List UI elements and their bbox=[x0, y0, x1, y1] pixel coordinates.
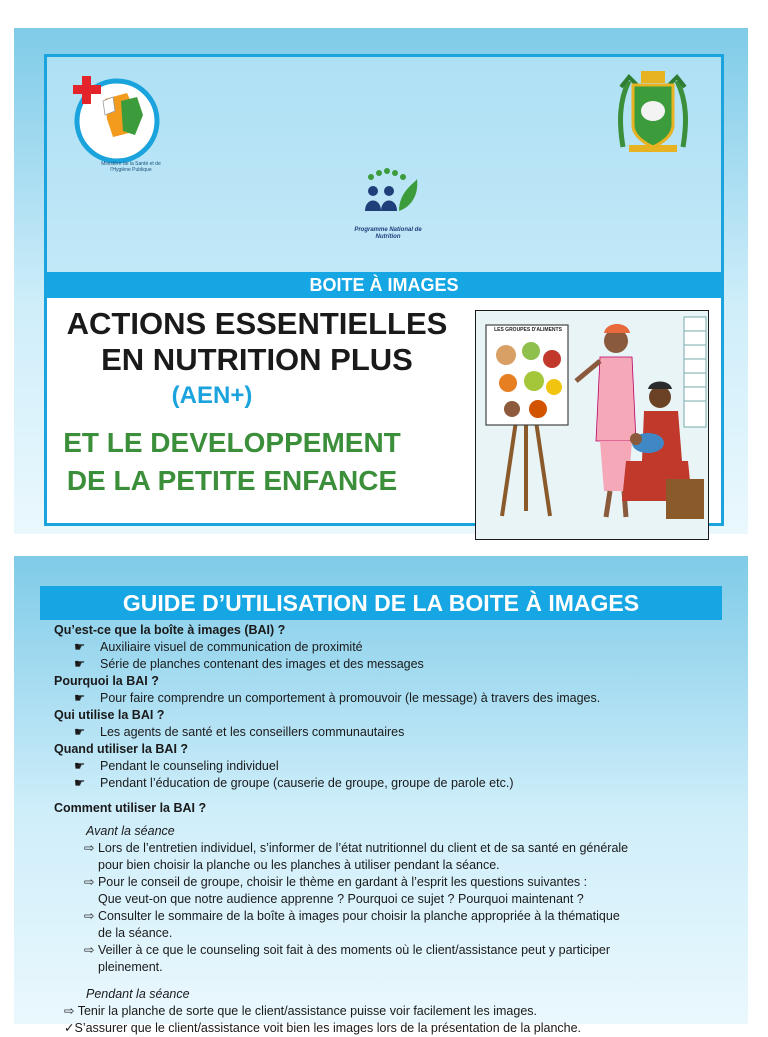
question-who: Qui utilise la BAI ? bbox=[54, 708, 165, 722]
guide-body bbox=[54, 622, 724, 1037]
list-item: ⇨ Veiller à ce que le counseling soit fait à des moments où le client/assistance peut y participer bbox=[84, 943, 611, 957]
list-item: ⇨ Lors de l’entretien individuel, s’informer de l’état nutritionnel du client et de sa santé en générale bbox=[84, 841, 629, 855]
main-title-line-1: ACTIONS ESSENTIELLES bbox=[66, 306, 448, 341]
cover-title-box bbox=[47, 298, 721, 523]
health-worker-illustration bbox=[476, 311, 708, 539]
arrow-right-icon: ⇨ bbox=[84, 909, 98, 923]
list-item: ☛ Auxiliaire visuel de communication de proximité bbox=[74, 640, 363, 654]
list-item-continued: pleinement. bbox=[98, 960, 163, 974]
ministry-logo-text: Ministère de la Santé et de l'Hygiène Publique bbox=[101, 161, 161, 173]
list-item: ☛ Série de planches contenant des images et des messages bbox=[74, 657, 424, 671]
finger-bullet-icon: ☛ bbox=[74, 691, 86, 705]
coat-of-arms-icon bbox=[615, 67, 691, 155]
poster-label: LES GROUPES D'ALIMENTS bbox=[494, 327, 562, 333]
finger-bullet-icon: ☛ bbox=[74, 640, 86, 654]
finger-bullet-icon: ☛ bbox=[74, 657, 86, 671]
list-item-continued: Que veut-on que notre audience apprenne ? Pourquoi ce sujet ? Pourquoi maintenant ? bbox=[98, 892, 584, 906]
cover-frame bbox=[44, 54, 724, 526]
arrow-right-icon: ⇨ bbox=[84, 841, 98, 855]
before-session-label: Avant la séance bbox=[86, 824, 175, 838]
guide-title: GUIDE D’UTILISATION DE LA BOITE À IMAGES bbox=[40, 586, 722, 620]
list-item-continued: pour bien choisir la planche ou les planches à utiliser pendant la séance. bbox=[98, 858, 500, 872]
question-how: Comment utiliser la BAI ? bbox=[54, 801, 207, 815]
list-item: ☛ Pour faire comprendre un comportement à promouvoir (le message) à travers des images. bbox=[74, 691, 601, 705]
list-item: ⇨ Consulter le sommaire de la boîte à images pour choisir la planche appropriée à la thématique bbox=[84, 909, 620, 923]
check-icon: ✓ bbox=[64, 1021, 75, 1035]
subtitle-line-2: DE LA PETITE ENFANCE bbox=[66, 465, 398, 496]
question-when: Quand utiliser la BAI ? bbox=[54, 742, 189, 756]
main-title-acronym: (AEN+) bbox=[171, 382, 253, 409]
subtitle-line-1: ET LE DEVELOPPEMENT bbox=[63, 427, 401, 458]
finger-bullet-icon: ☛ bbox=[74, 725, 86, 739]
cover-illustration bbox=[475, 310, 709, 540]
arrow-right-icon: ⇨ bbox=[84, 875, 98, 889]
list-item: ☛ Pendant l’éducation de groupe (causerie de groupe, groupe de parole etc.) bbox=[74, 776, 514, 790]
cover-band-title: BOITE À IMAGES bbox=[47, 272, 721, 298]
question-what: Qu’est-ce que la boîte à images (BAI) ? bbox=[54, 623, 286, 637]
guide-page bbox=[14, 556, 748, 1035]
list-item: ✓S’assurer que le client/assistance voit bien les images lors de la présentation de la planche. bbox=[64, 1021, 582, 1035]
cover-page bbox=[14, 28, 748, 534]
finger-bullet-icon: ☛ bbox=[74, 776, 86, 790]
programme-logo-text: Programme National de Nutrition bbox=[354, 227, 422, 240]
list-item: ⇨ Pour le conseil de groupe, choisir le thème en gardant à l’esprit les questions suivantes : bbox=[84, 875, 588, 889]
ministry-logo bbox=[65, 71, 165, 171]
list-item: ☛ Pendant le counseling individuel bbox=[74, 759, 279, 773]
list-item-continued: de la séance. bbox=[98, 926, 173, 940]
list-item: ☛ Les agents de santé et les conseillers communautaires bbox=[74, 725, 405, 739]
finger-bullet-icon: ☛ bbox=[74, 759, 86, 773]
subtitle bbox=[47, 424, 417, 500]
arrow-right-icon: ⇨ bbox=[64, 1004, 78, 1018]
main-title bbox=[47, 306, 467, 378]
during-session-label: Pendant la séance bbox=[86, 987, 190, 1001]
arrow-right-icon: ⇨ bbox=[84, 943, 98, 957]
programme-logo bbox=[353, 167, 423, 227]
list-item: ⇨ Tenir la planche de sorte que le client/assistance puisse voir facilement les images. bbox=[64, 1004, 537, 1018]
main-title-line-2: EN NUTRITION PLUS bbox=[101, 342, 413, 377]
question-why: Pourquoi la BAI ? bbox=[54, 674, 159, 688]
